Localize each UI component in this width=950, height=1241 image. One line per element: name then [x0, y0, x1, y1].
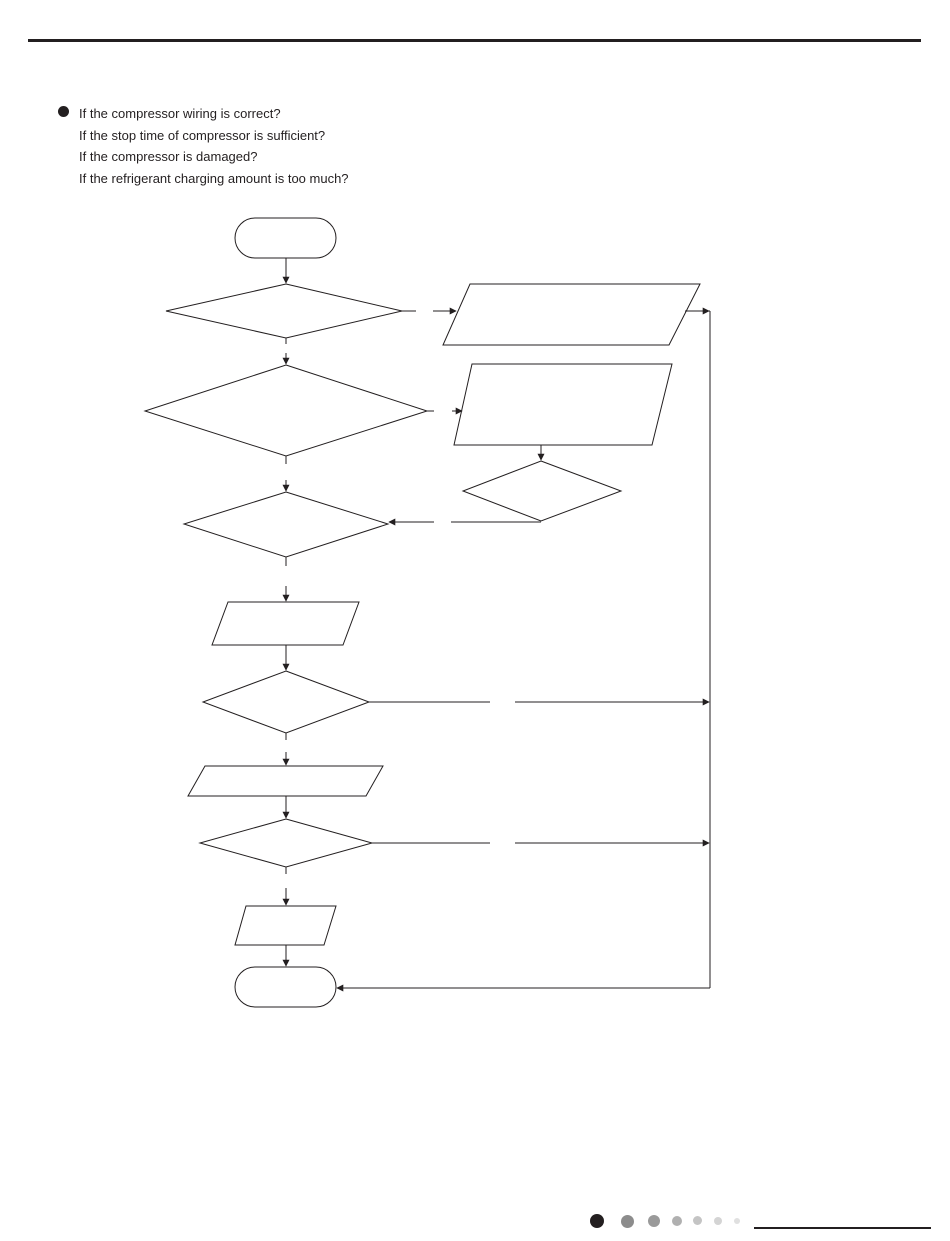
- decision-1: [166, 284, 402, 338]
- decision-5: [200, 819, 372, 867]
- decision-2: [145, 365, 427, 456]
- note-line: If the refrigerant charging amount is too much?: [79, 170, 349, 186]
- footer-rule: [754, 1227, 931, 1229]
- decision-4: [203, 671, 369, 733]
- end-terminal: [235, 967, 336, 1007]
- process-3: [235, 906, 336, 945]
- decision-3: [184, 492, 388, 557]
- process-2: [188, 766, 383, 796]
- process-right-2: [454, 364, 672, 445]
- side-decision: [463, 461, 621, 521]
- start-terminal: [235, 218, 336, 258]
- process-1: [212, 602, 359, 645]
- note-line: If the stop time of compressor is sufficient?: [79, 127, 326, 143]
- note-line: If the compressor wiring is correct?: [79, 106, 281, 121]
- process-right-1: [443, 284, 700, 345]
- note-line: If the compressor is damaged?: [79, 149, 258, 164]
